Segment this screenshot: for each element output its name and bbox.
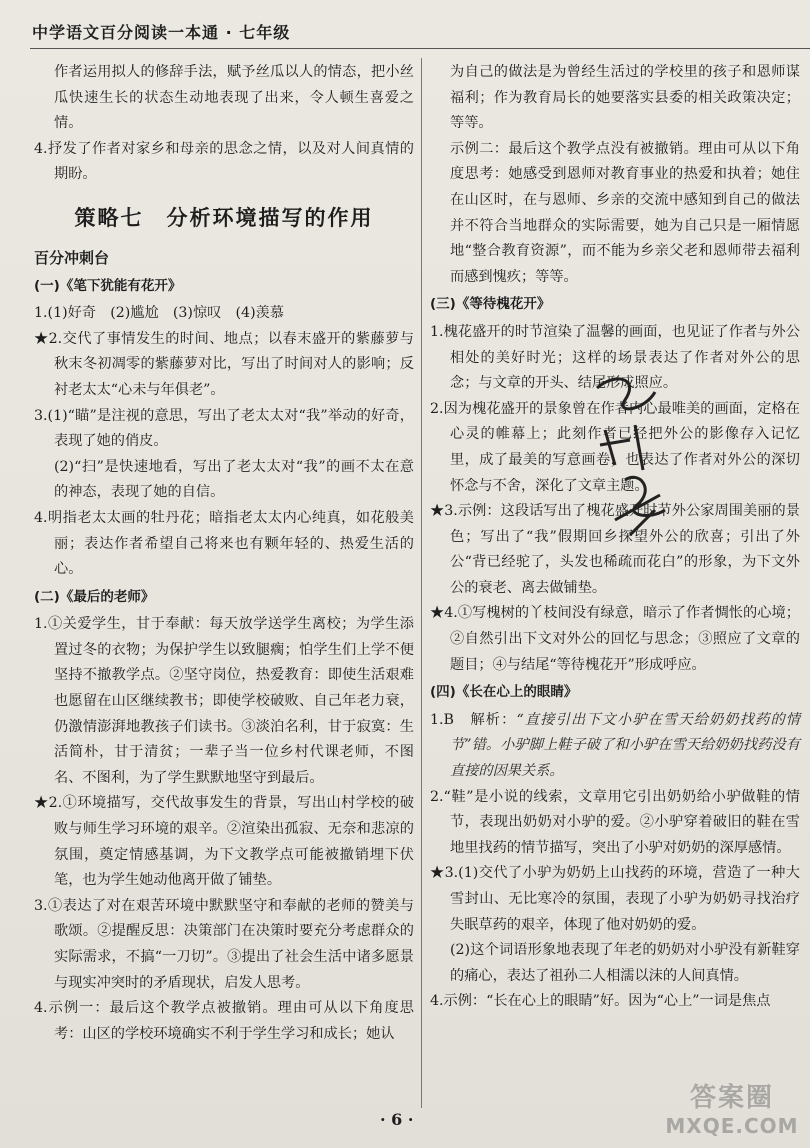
answer-item: (2)“扫”是快速地看，写出了老太太对“我”的画不太在意的神态，表现了她的自信。 (54, 458, 414, 501)
answer-item: 4.示例：“长在心上的眼睛”好。因为“心上”一词是焦点 (430, 993, 771, 1010)
answer-item: 4.明指老太太画的牡丹花；暗指老太太内心纯真，如花般美丽；表达作者希望自己将来也有颗年轻的、热爱生活的心。 (34, 509, 414, 578)
part-2-title: (二)《最后的老师》 (34, 588, 155, 605)
answer-item: (2)这个词语形象地表现了年老的奶奶对小驴没有新鞋穿的痛心，表达了祖孙二人相濡以沫的人间真情。 (450, 942, 800, 984)
handwritten-style-note: “直接引出下文小驴在雪天给奶奶找药的情节”错。小驴脚上鞋子破了和小驴在雪天给奶奶找药没有直接的因果关系。 (450, 711, 800, 780)
answer-item: 1.槐花盛开的时节渲染了温馨的画面，也见证了作者与外公相处的美好时光；这样的场景表达了作者对外公的思念；与文章的开头、结尾形成照应。 (430, 323, 800, 392)
page-number: · 6 · (380, 1110, 414, 1129)
watermark-url: MXQE.COM (665, 1114, 799, 1138)
continued-paragraph: 为自己的做法是为曾经生活过的学校里的孩子和恩师谋福利；作为教育局长的她要落实县委的相关政策决定；等等。 (450, 64, 800, 132)
answer-item: 3.(1)“瞄”是注视的意思，写出了老太太对“我”举动的好奇，表现了她的俏皮。 (34, 407, 414, 450)
column-divider (421, 58, 422, 1108)
book-title: 中学语文百分阅读一本通 · 七年级 (32, 23, 291, 42)
strategy-heading: 策略七 分析环境描写的作用 (74, 205, 374, 230)
part-1-title: (一)《笔下犹能有花开》 (34, 277, 182, 294)
answer-choice: 1.B 解析： (430, 711, 517, 728)
answer-item: ★2.①环境描写，交代故事发生的背景，写出山村学校的破败与师生学习环境的艰辛。②渲染出孤寂、无奈和悲凉的氛围，奠定情感基调，为下文教学点可能被撤销埋下伏笔，也为学生她动他离开做了铺垫。 (34, 795, 414, 889)
part-3-title: (三)《等待槐花开》 (430, 296, 551, 313)
part-4-title: (四)《长在心上的眼睛》 (430, 684, 578, 701)
intro-item-4: 4.抒发了作者对家乡和母亲的思念之情，以及对人间真情的期盼。 (34, 140, 414, 183)
answer-item: 1.(1)好奇 (2)尴尬 (3)惊叹 (4)羡慕 (34, 305, 284, 322)
answer-item: 3.①表达了对在艰苦环境中默默坚守和奉献的老师的赞美与歌颂。②提醒反思：决策部门在决策时要充分考虑群众的实际需求，不搞“一刀切”。③提出了社会生活中诸多愿景与现实冲突时的矛盾现状，启发人思考。 (34, 897, 414, 991)
answer-item: ★2.交代了事情发生的时间、地点；以春末盛开的紫藤萝与秋末冬初凋零的紫藤萝对比，写出了时间对人的影响；反衬老太太“心未与年俱老”。 (34, 330, 414, 398)
answer-item: 2.因为槐花盛开的景象曾在作者内心最唯美的画面，定格在心灵的帷幕上；此刻作者已经把外公的影像存入记忆里，成了最美的写意画卷，也表达了作者对外公的深切怀念与不舍，深化了文章主题。 (430, 400, 800, 494)
page-header (30, 12, 810, 49)
answer-item: 4.示例一：最后这个教学点被撤销。理由可从以下角度思考：山区的学校环境确实不利于学生学习和成长；她认 (34, 1000, 414, 1042)
answer-item: ★4.①写槐树的丫枝间没有绿意，暗示了作者惆怅的心境；②自然引出下文对外公的回忆与思念；③照应了文章的题目；④与结尾“等待槐花开”形成呼应。 (430, 605, 800, 673)
example-two: 示例二：最后这个教学点没有被撤销。理由可从以下角度思考：她感受到恩师对教育事业的热爱和执着；她住在山区时，在与恩师、乡亲的交流中感知到自己的做法并不符合当地群众的实际需要，她为自己只是一厢情愿地“整合教育资源”，而不能为乡亲父老和恩师带去福利而感到愧疚；等等。 (450, 140, 800, 285)
answer-item: ★3.(1)交代了小驴为奶奶上山找药的环境，营造了一种大雪封山、无比寒冷的氛围，表现了小驴为奶奶寻找治疗失眠草药的艰辛，体现了他对奶奶的爱。 (430, 865, 800, 933)
intro-paragraph: 作者运用拟人的修辞手法，赋予丝瓜以人的情态，把小丝瓜快速生长的状态生动地表现了出来，令人顿生喜爱之情。 (54, 64, 414, 132)
answer-item: ★3.示例：这段话写出了槐花盛开时节外公家周围美丽的景色；写出了“我”假期回乡探望外公的欣喜；引出了外公“背已经驼了，头发也稀疏而花白”的形象，为下文外公的衰老、离去做铺垫。 (430, 503, 800, 596)
site-watermark (662, 1077, 802, 1138)
left-column (34, 60, 414, 1047)
answer-item: 2.“鞋”是小说的线索，文章用它引出奶奶给小驴做鞋的情节，表现出奶奶对小驴的爱。②小驴穿着破旧的鞋在雪地里找药的情节描写，突出了小驴对奶奶的深厚感情。 (430, 788, 800, 856)
answer-item-with-note (430, 708, 800, 785)
watermark-logo-text: 答案圈 (689, 1083, 774, 1113)
handwritten-scribble (585, 370, 680, 540)
section-heading: 百分冲刺台 (34, 248, 110, 267)
answer-item: 1.①关爱学生，甘于奉献：每天放学送学生离校；为学生添置过冬的衣物；为保护学生以致腿瘸；怕学生们上学不便坚持不撤教学点。②坚守岗位，热爱教育：即使生活艰难也愿留在山区继续教书；即使学校破败、自己年老力衰，仍激情澎湃地教孩子们读书。③淡泊名利，甘于寂寞：生活简朴，甘于清贫；一辈子当一位乡村代课老师，不图名、不图利，为了学生默默地坚守到最后。 (34, 616, 414, 786)
